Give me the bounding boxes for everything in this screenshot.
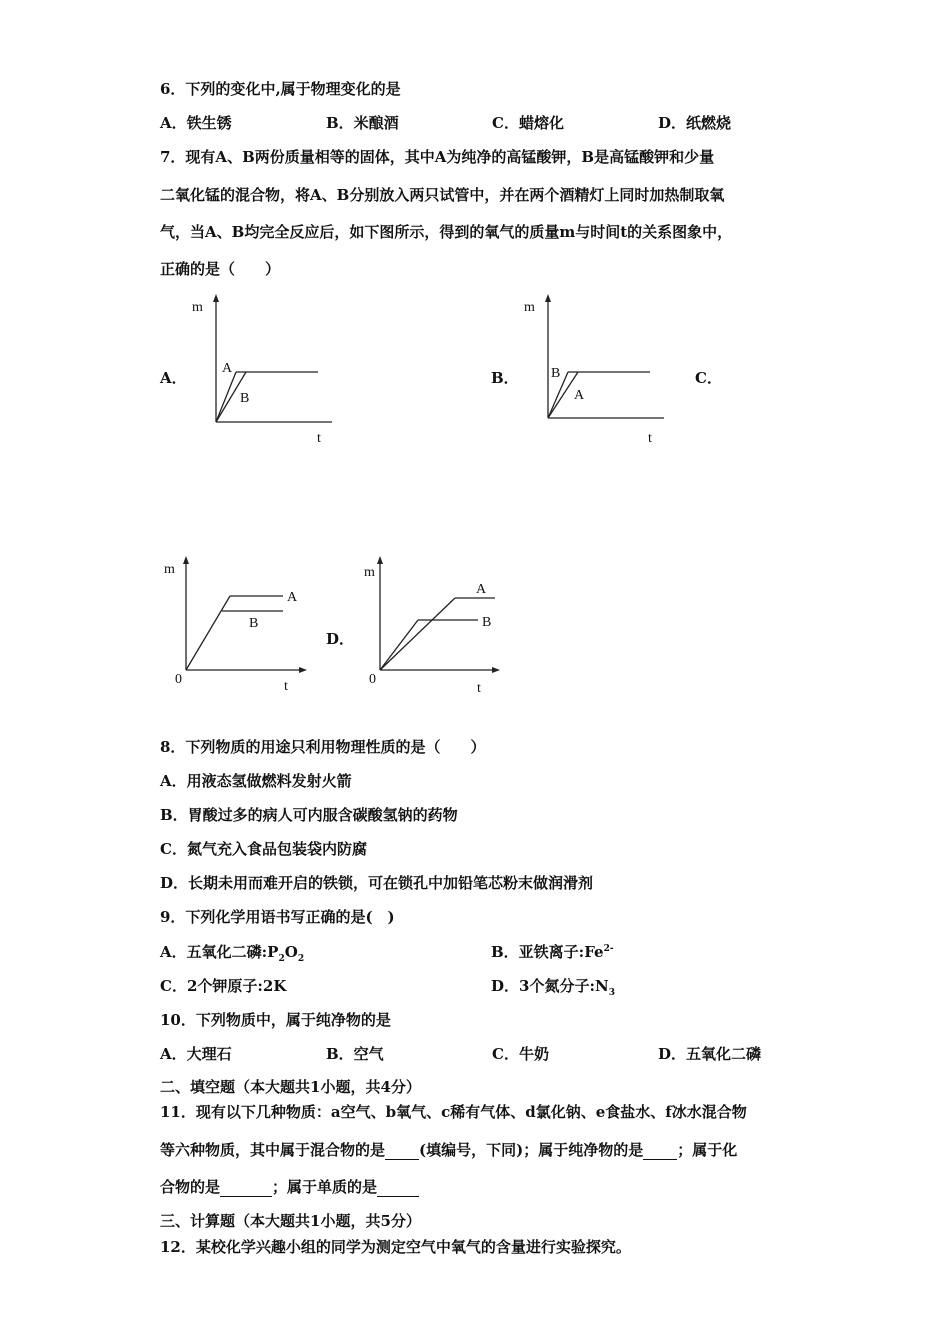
graph-d-rise-a bbox=[380, 598, 455, 670]
q10-option-b: B．空气 bbox=[326, 1045, 384, 1063]
q6-stem: 6．下列的变化中,属于物理变化的是 bbox=[160, 80, 401, 98]
q12-stem: 12．某校化学兴趣小组的同学为测定空气中氧气的含量进行实验探究。 bbox=[160, 1238, 631, 1256]
q11-blank-pure[interactable] bbox=[643, 1141, 677, 1160]
graph-c-label-2: B bbox=[249, 616, 259, 631]
q7-line-1: 7．现有A、B两份质量相等的固体，其中A为纯净的高锰酸钾，B是高锰酸钾和少量 bbox=[160, 148, 715, 166]
q10-option-d: D．五氧化二磷 bbox=[658, 1045, 762, 1063]
graph-b-label-lower: A bbox=[574, 388, 585, 403]
graph-c-y-arrow bbox=[183, 556, 189, 564]
q10-stem: 10．下列物质中，属于纯净物的是 bbox=[160, 1011, 391, 1029]
q7-option-d-label: D． bbox=[326, 630, 355, 648]
graph-d-rise-b bbox=[380, 620, 418, 670]
graph-c-y-label: m bbox=[164, 562, 175, 577]
graph-b bbox=[512, 290, 682, 450]
graph-a-y-arrow bbox=[213, 294, 219, 302]
q8-option-b: B．胃酸过多的病人可内服含碳酸氢钠的药物 bbox=[160, 806, 458, 824]
q10-option-a: A．大理石 bbox=[160, 1045, 232, 1063]
section-2-heading: 二、填空题（本大题共1小题，共4分） bbox=[160, 1078, 421, 1096]
q11-blank-element[interactable] bbox=[377, 1178, 419, 1197]
q7-line-3: 气，当A、B均完全反应后，如下图所示，得到的氧气的质量m与时间t的关系图象中， bbox=[160, 223, 733, 241]
graph-c-x-label: t bbox=[284, 679, 288, 694]
q9-option-d: D．3个氮分子$:N_3$ bbox=[491, 977, 615, 998]
q10-option-c: C．牛奶 bbox=[492, 1045, 549, 1063]
graph-b-y-label: m bbox=[524, 300, 535, 315]
q11-line-2: 等六种物质，其中属于混合物的是 (填编号，下同)；属于纯净物的是 ；属于化 bbox=[160, 1141, 738, 1159]
graph-a-curve-a-rise bbox=[216, 372, 236, 422]
q8-stem: 8．下列物质的用途只利用物理性质的是（ ） bbox=[160, 738, 486, 756]
q11-line-3: 合物的是 ；属于单质的是 bbox=[160, 1176, 419, 1197]
q7-line-2: 二氧化锰的混合物，将A、B分别放入两只试管中，并在两个酒精灯上同时加热制取氧 bbox=[160, 186, 725, 204]
graph-c bbox=[155, 552, 325, 702]
graph-d-y-label: m bbox=[364, 565, 375, 580]
q7-option-a-label: A． bbox=[160, 369, 187, 387]
graph-a-label-upper: A bbox=[222, 361, 233, 376]
graph-c-label-1: A bbox=[287, 590, 298, 605]
q9-option-a: A．五氧化二磷$:P_2O_2$ bbox=[160, 943, 305, 964]
q7-option-b-label: B． bbox=[491, 369, 519, 387]
q8-option-a: A．用液态氢做燃料发射火箭 bbox=[160, 772, 352, 790]
q7-option-c-label: C． bbox=[695, 369, 722, 387]
q8-option-c: C．氮气充入食品包装袋内防腐 bbox=[160, 840, 367, 858]
q9-option-c: C．2个钾原子:2K bbox=[160, 977, 287, 995]
q8-option-d: D．长期未用而难开启的铁锁，可在锁孔中加铅笔芯粉末做润滑剂 bbox=[160, 874, 594, 892]
graph-d-origin: 0 bbox=[369, 672, 376, 687]
graph-d-label-1: A bbox=[476, 582, 487, 597]
graph-a bbox=[180, 290, 350, 450]
graph-a-label-lower: B bbox=[240, 391, 250, 406]
q7-line-4: 正确的是（ ） bbox=[160, 260, 281, 278]
section-3-heading: 三、计算题（本大题共1小题，共5分） bbox=[160, 1212, 421, 1230]
graph-d-label-2: B bbox=[482, 615, 492, 630]
q6-option-c: C．蜡熔化 bbox=[492, 114, 564, 132]
graph-d bbox=[350, 552, 520, 702]
q9-stem: 9．下列化学用语书写正确的是( ) bbox=[160, 908, 395, 926]
graph-b-y-arrow bbox=[545, 294, 551, 302]
graph-d-y-arrow bbox=[377, 556, 383, 564]
q6-option-d: D．纸燃烧 bbox=[658, 114, 732, 132]
q11-blank-compound[interactable] bbox=[220, 1178, 272, 1197]
q11-blank-mixture[interactable] bbox=[385, 1141, 419, 1160]
graph-b-label-upper: B bbox=[551, 366, 561, 381]
graph-c-origin: 0 bbox=[175, 672, 182, 687]
graph-d-x-label: t bbox=[477, 681, 481, 696]
graph-d-x-arrow bbox=[492, 667, 500, 673]
graph-c-x-arrow bbox=[299, 667, 307, 673]
q9-option-b: B．亚铁离子$:Fe^{2-}$ bbox=[491, 943, 614, 961]
graph-c-rise bbox=[186, 596, 230, 670]
q6-option-b: B．米酿酒 bbox=[326, 114, 399, 132]
q11-line-1: 11．现有以下几种物质：a空气、b氧气、c稀有气体、d氯化钠、e食盐水、f冰水混合物 bbox=[160, 1103, 747, 1121]
graph-a-x-label: t bbox=[317, 431, 321, 446]
q6-option-a: A．铁生锈 bbox=[160, 114, 232, 132]
graph-b-x-label: t bbox=[648, 431, 652, 446]
graph-a-y-label: m bbox=[192, 300, 203, 315]
